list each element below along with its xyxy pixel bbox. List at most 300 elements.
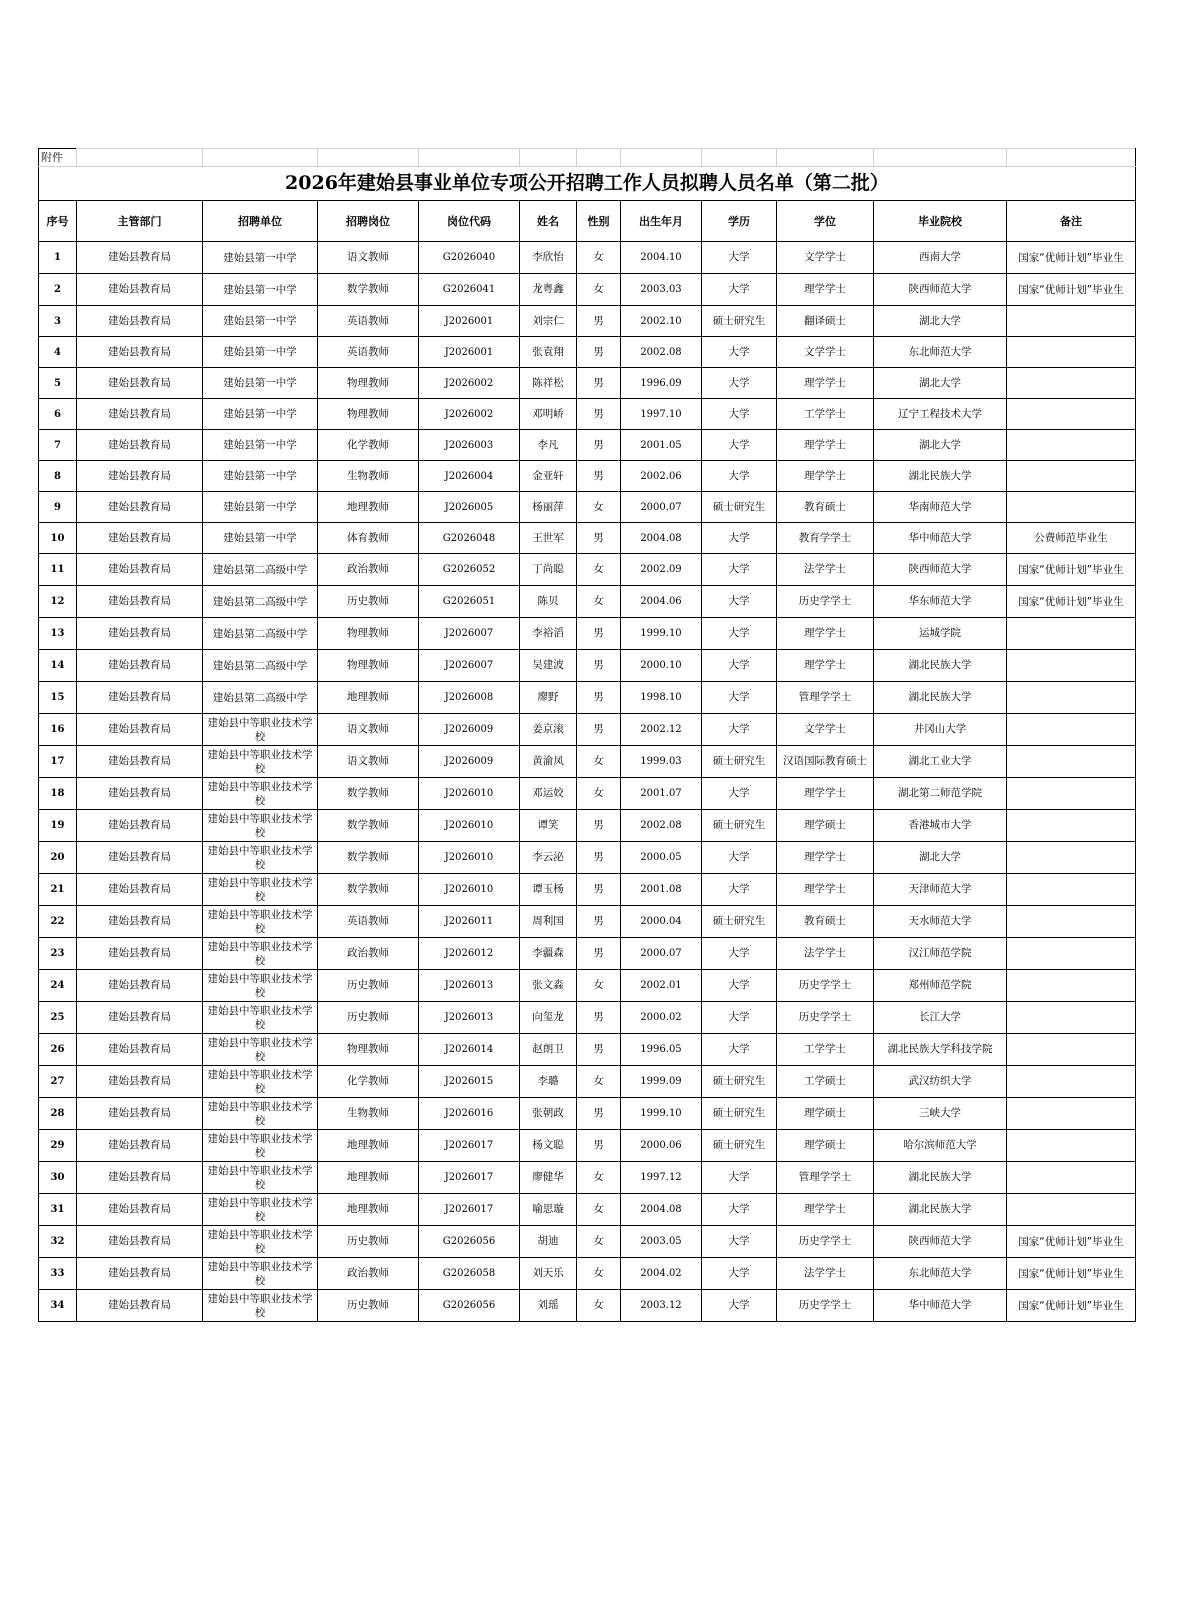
birth-date-cell: 2000.04 <box>621 906 702 938</box>
employer-cell: 建始县中等职业技术学校 <box>203 1066 318 1098</box>
education-cell: 大学 <box>702 1194 777 1226</box>
position-code-cell: J2026008 <box>419 682 520 714</box>
education-cell: 大学 <box>702 874 777 906</box>
row-number: 20 <box>39 842 77 874</box>
gender-cell: 男 <box>577 618 621 650</box>
remark-cell <box>1007 1066 1136 1098</box>
row-number: 2 <box>39 274 77 306</box>
school-cell: 天水师范大学 <box>874 906 1007 938</box>
name-cell: 廖健华 <box>520 1162 577 1194</box>
employer-cell: 建始县中等职业技术学校 <box>203 1130 318 1162</box>
employer-cell: 建始县中等职业技术学校 <box>203 1002 318 1034</box>
degree-cell: 理学学士 <box>777 618 874 650</box>
employer-cell: 建始县中等职业技术学校 <box>203 874 318 906</box>
department-cell: 建始县教育局 <box>77 778 203 810</box>
position-cell: 英语教师 <box>318 906 419 938</box>
degree-cell: 工学学士 <box>777 1034 874 1066</box>
birth-date-cell: 2003.03 <box>621 274 702 306</box>
school-cell: 陕西师范大学 <box>874 1226 1007 1258</box>
name-cell: 杨文聪 <box>520 1130 577 1162</box>
employer-cell: 建始县中等职业技术学校 <box>203 1226 318 1258</box>
position-cell: 政治教师 <box>318 554 419 586</box>
gender-cell: 男 <box>577 842 621 874</box>
gender-cell: 男 <box>577 1130 621 1162</box>
gender-cell: 女 <box>577 970 621 1002</box>
position-code-cell: J2026011 <box>419 906 520 938</box>
department-cell: 建始县教育局 <box>77 368 203 399</box>
header-cell: 出生年月 <box>621 201 702 242</box>
header-cell: 岗位代码 <box>419 201 520 242</box>
position-cell: 生物教师 <box>318 461 419 492</box>
table-row <box>39 242 1136 274</box>
row-number: 33 <box>39 1258 77 1290</box>
row-number: 15 <box>39 682 77 714</box>
birth-date-cell: 1999.10 <box>621 1098 702 1130</box>
school-cell: 湖北工业大学 <box>874 746 1007 778</box>
row-number: 34 <box>39 1290 77 1322</box>
degree-cell: 法学学士 <box>777 1258 874 1290</box>
degree-cell: 历史学学士 <box>777 586 874 618</box>
birth-date-cell: 2003.12 <box>621 1290 702 1322</box>
position-cell: 数学教师 <box>318 842 419 874</box>
table-row <box>39 650 1136 682</box>
birth-date-cell: 2002.09 <box>621 554 702 586</box>
birth-date-cell: 1996.09 <box>621 368 702 399</box>
employer-cell: 建始县中等职业技术学校 <box>203 1098 318 1130</box>
table-row <box>39 906 1136 938</box>
header-cell: 序号 <box>39 201 77 242</box>
degree-cell: 教育硕士 <box>777 492 874 523</box>
birth-date-cell: 1997.10 <box>621 399 702 430</box>
gender-cell: 女 <box>577 586 621 618</box>
name-cell: 刘天乐 <box>520 1258 577 1290</box>
remark-cell <box>1007 714 1136 746</box>
remark-cell <box>1007 1130 1136 1162</box>
gender-cell: 男 <box>577 810 621 842</box>
education-cell: 大学 <box>702 554 777 586</box>
table-row <box>39 586 1136 618</box>
gender-cell: 男 <box>577 682 621 714</box>
department-cell: 建始县教育局 <box>77 874 203 906</box>
position-cell: 化学教师 <box>318 430 419 461</box>
gender-cell: 男 <box>577 399 621 430</box>
table-row <box>39 274 1136 306</box>
row-number: 7 <box>39 430 77 461</box>
department-cell: 建始县教育局 <box>77 1002 203 1034</box>
position-cell: 语文教师 <box>318 242 419 274</box>
remark-cell <box>1007 461 1136 492</box>
position-code-cell: G2026052 <box>419 554 520 586</box>
row-number: 19 <box>39 810 77 842</box>
department-cell: 建始县教育局 <box>77 906 203 938</box>
table-row <box>39 682 1136 714</box>
header-cell: 姓名 <box>520 201 577 242</box>
employer-cell: 建始县第二高级中学 <box>203 618 318 650</box>
table-row <box>39 554 1136 586</box>
name-cell: 姜京滚 <box>520 714 577 746</box>
birth-date-cell: 2003.05 <box>621 1226 702 1258</box>
table-row <box>39 746 1136 778</box>
employer-cell: 建始县第一中学 <box>203 399 318 430</box>
name-cell: 金亚轩 <box>520 461 577 492</box>
remark-cell <box>1007 306 1136 337</box>
employer-cell: 建始县第一中学 <box>203 368 318 399</box>
position-cell: 历史教师 <box>318 1290 419 1322</box>
name-cell: 谭笑 <box>520 810 577 842</box>
name-cell: 邓运姣 <box>520 778 577 810</box>
row-number: 9 <box>39 492 77 523</box>
department-cell: 建始县教育局 <box>77 1194 203 1226</box>
school-cell: 辽宁工程技术大学 <box>874 399 1007 430</box>
row-number: 29 <box>39 1130 77 1162</box>
school-cell: 天津师范大学 <box>874 874 1007 906</box>
birth-date-cell: 2001.05 <box>621 430 702 461</box>
birth-date-cell: 2000.05 <box>621 842 702 874</box>
school-cell: 井冈山大学 <box>874 714 1007 746</box>
position-cell: 物理教师 <box>318 399 419 430</box>
employer-cell: 建始县第二高级中学 <box>203 554 318 586</box>
gender-cell: 男 <box>577 1002 621 1034</box>
education-cell: 大学 <box>702 1002 777 1034</box>
position-cell: 数学教师 <box>318 810 419 842</box>
degree-cell: 文学学士 <box>777 337 874 368</box>
remark-cell <box>1007 1162 1136 1194</box>
education-cell: 大学 <box>702 714 777 746</box>
education-cell: 大学 <box>702 1162 777 1194</box>
table-row <box>39 461 1136 492</box>
department-cell: 建始县教育局 <box>77 938 203 970</box>
position-cell: 英语教师 <box>318 337 419 368</box>
name-cell: 黄渝凤 <box>520 746 577 778</box>
position-cell: 体育教师 <box>318 523 419 554</box>
row-number: 26 <box>39 1034 77 1066</box>
position-cell: 物理教师 <box>318 650 419 682</box>
position-cell: 历史教师 <box>318 1002 419 1034</box>
school-cell: 湖北大学 <box>874 842 1007 874</box>
department-cell: 建始县教育局 <box>77 586 203 618</box>
name-cell: 李裕滔 <box>520 618 577 650</box>
birth-date-cell: 2000.02 <box>621 1002 702 1034</box>
degree-cell: 理学学士 <box>777 778 874 810</box>
position-code-cell: J2026009 <box>419 714 520 746</box>
gender-cell: 女 <box>577 1226 621 1258</box>
personnel-table <box>38 148 1136 1322</box>
remark-cell <box>1007 1194 1136 1226</box>
title-row <box>39 167 1136 201</box>
row-number: 22 <box>39 906 77 938</box>
education-cell: 大学 <box>702 842 777 874</box>
name-cell: 向玺龙 <box>520 1002 577 1034</box>
position-cell: 数学教师 <box>318 778 419 810</box>
row-number: 28 <box>39 1098 77 1130</box>
table-row <box>39 842 1136 874</box>
school-cell: 湖北民族大学 <box>874 461 1007 492</box>
position-code-cell: J2026015 <box>419 1066 520 1098</box>
table-row <box>39 1162 1136 1194</box>
name-cell: 龙粤鑫 <box>520 274 577 306</box>
birth-date-cell: 2004.08 <box>621 1194 702 1226</box>
name-cell: 喻思璇 <box>520 1194 577 1226</box>
remark-cell <box>1007 746 1136 778</box>
table-row <box>39 810 1136 842</box>
department-cell: 建始县教育局 <box>77 970 203 1002</box>
remark-cell <box>1007 874 1136 906</box>
header-cell: 学历 <box>702 201 777 242</box>
position-code-cell: J2026013 <box>419 970 520 1002</box>
school-cell: 哈尔滨师范大学 <box>874 1130 1007 1162</box>
gender-cell: 女 <box>577 554 621 586</box>
name-cell: 邓明峤 <box>520 399 577 430</box>
birth-date-cell: 2000.10 <box>621 650 702 682</box>
table-row <box>39 778 1136 810</box>
name-cell: 李疆森 <box>520 938 577 970</box>
row-number: 18 <box>39 778 77 810</box>
school-cell: 湖北民族大学科技学院 <box>874 1034 1007 1066</box>
employer-cell: 建始县中等职业技术学校 <box>203 970 318 1002</box>
degree-cell: 翻译硕士 <box>777 306 874 337</box>
row-number: 24 <box>39 970 77 1002</box>
degree-cell: 理学学士 <box>777 1194 874 1226</box>
gender-cell: 男 <box>577 337 621 368</box>
position-code-cell: J2026004 <box>419 461 520 492</box>
remark-cell <box>1007 368 1136 399</box>
position-code-cell: J2026010 <box>419 778 520 810</box>
table-row <box>39 1098 1136 1130</box>
degree-cell: 管理学学士 <box>777 1162 874 1194</box>
degree-cell: 历史学学士 <box>777 1290 874 1322</box>
degree-cell: 历史学学士 <box>777 1226 874 1258</box>
remark-cell <box>1007 810 1136 842</box>
row-number: 13 <box>39 618 77 650</box>
education-cell: 硕士研究生 <box>702 1130 777 1162</box>
education-cell: 硕士研究生 <box>702 306 777 337</box>
row-number: 12 <box>39 586 77 618</box>
position-cell: 政治教师 <box>318 1258 419 1290</box>
position-cell: 物理教师 <box>318 368 419 399</box>
department-cell: 建始县教育局 <box>77 1162 203 1194</box>
name-cell: 刘瑶 <box>520 1290 577 1322</box>
degree-cell: 理学硕士 <box>777 1130 874 1162</box>
employer-cell: 建始县中等职业技术学校 <box>203 1258 318 1290</box>
school-cell: 湖北大学 <box>874 430 1007 461</box>
position-cell: 语文教师 <box>318 714 419 746</box>
position-code-cell: J2026017 <box>419 1162 520 1194</box>
position-cell: 地理教师 <box>318 1162 419 1194</box>
degree-cell: 历史学学士 <box>777 1002 874 1034</box>
remark-cell <box>1007 970 1136 1002</box>
name-cell: 杨丽萍 <box>520 492 577 523</box>
header-cell: 招聘单位 <box>203 201 318 242</box>
position-cell: 物理教师 <box>318 618 419 650</box>
table-row <box>39 1066 1136 1098</box>
degree-cell: 理学硕士 <box>777 810 874 842</box>
position-code-cell: G2026041 <box>419 274 520 306</box>
gender-cell: 男 <box>577 650 621 682</box>
table-row <box>39 1002 1136 1034</box>
row-number: 11 <box>39 554 77 586</box>
name-cell: 陈贝 <box>520 586 577 618</box>
position-code-cell: J2026010 <box>419 874 520 906</box>
department-cell: 建始县教育局 <box>77 523 203 554</box>
position-code-cell: J2026002 <box>419 368 520 399</box>
employer-cell: 建始县第一中学 <box>203 337 318 368</box>
remark-cell <box>1007 906 1136 938</box>
name-cell: 张朝政 <box>520 1098 577 1130</box>
employer-cell: 建始县第一中学 <box>203 492 318 523</box>
education-cell: 大学 <box>702 399 777 430</box>
name-cell: 丁尚聪 <box>520 554 577 586</box>
remark-cell: 国家“优师计划”毕业生 <box>1007 1226 1136 1258</box>
gender-cell: 男 <box>577 1034 621 1066</box>
degree-cell: 文学学士 <box>777 242 874 274</box>
gender-cell: 男 <box>577 938 621 970</box>
position-code-cell: J2026003 <box>419 430 520 461</box>
table-row <box>39 1226 1136 1258</box>
remark-cell <box>1007 938 1136 970</box>
position-cell: 历史教师 <box>318 1226 419 1258</box>
school-cell: 运城学院 <box>874 618 1007 650</box>
gender-cell: 女 <box>577 242 621 274</box>
row-number: 6 <box>39 399 77 430</box>
employer-cell: 建始县中等职业技术学校 <box>203 1290 318 1322</box>
name-cell: 王世军 <box>520 523 577 554</box>
education-cell: 硕士研究生 <box>702 746 777 778</box>
position-cell: 历史教师 <box>318 970 419 1002</box>
remark-cell <box>1007 1034 1136 1066</box>
header-row <box>39 201 1136 242</box>
name-cell: 廖野 <box>520 682 577 714</box>
header-cell: 性别 <box>577 201 621 242</box>
degree-cell: 教育硕士 <box>777 906 874 938</box>
position-cell: 化学教师 <box>318 1066 419 1098</box>
remark-cell <box>1007 492 1136 523</box>
row-number: 3 <box>39 306 77 337</box>
department-cell: 建始县教育局 <box>77 399 203 430</box>
position-code-cell: G2026058 <box>419 1258 520 1290</box>
education-cell: 大学 <box>702 1034 777 1066</box>
education-cell: 大学 <box>702 618 777 650</box>
department-cell: 建始县教育局 <box>77 682 203 714</box>
row-number: 14 <box>39 650 77 682</box>
table-row <box>39 874 1136 906</box>
education-cell: 大学 <box>702 461 777 492</box>
school-cell: 湖北大学 <box>874 306 1007 337</box>
position-code-cell: G2026056 <box>419 1226 520 1258</box>
birth-date-cell: 2002.08 <box>621 810 702 842</box>
table-row <box>39 430 1136 461</box>
attachment-row <box>39 149 1136 167</box>
position-cell: 英语教师 <box>318 306 419 337</box>
birth-date-cell: 2004.06 <box>621 586 702 618</box>
row-number: 23 <box>39 938 77 970</box>
birth-date-cell: 2002.06 <box>621 461 702 492</box>
department-cell: 建始县教育局 <box>77 1066 203 1098</box>
birth-date-cell: 2002.08 <box>621 337 702 368</box>
department-cell: 建始县教育局 <box>77 650 203 682</box>
birth-date-cell: 1998.10 <box>621 682 702 714</box>
name-cell: 李璐 <box>520 1066 577 1098</box>
table-row <box>39 970 1136 1002</box>
position-code-cell: G2026051 <box>419 586 520 618</box>
birth-date-cell: 1997.12 <box>621 1162 702 1194</box>
employer-cell: 建始县中等职业技术学校 <box>203 714 318 746</box>
degree-cell: 理学学士 <box>777 650 874 682</box>
remark-cell <box>1007 337 1136 368</box>
attachment-label: 附件 <box>39 149 77 167</box>
position-code-cell: J2026016 <box>419 1098 520 1130</box>
employer-cell: 建始县第一中学 <box>203 306 318 337</box>
department-cell: 建始县教育局 <box>77 274 203 306</box>
position-code-cell: J2026007 <box>419 650 520 682</box>
school-cell: 长江大学 <box>874 1002 1007 1034</box>
degree-cell: 文学学士 <box>777 714 874 746</box>
school-cell: 汉江师范学院 <box>874 938 1007 970</box>
position-cell: 地理教师 <box>318 492 419 523</box>
school-cell: 华中师范大学 <box>874 523 1007 554</box>
gender-cell: 女 <box>577 1066 621 1098</box>
school-cell: 华中师范大学 <box>874 1290 1007 1322</box>
table-row <box>39 306 1136 337</box>
table-row <box>39 1194 1136 1226</box>
employer-cell: 建始县第一中学 <box>203 461 318 492</box>
department-cell: 建始县教育局 <box>77 618 203 650</box>
position-cell: 生物教师 <box>318 1098 419 1130</box>
remark-cell: 国家“优师计划”毕业生 <box>1007 242 1136 274</box>
remark-cell: 国家“优师计划”毕业生 <box>1007 1290 1136 1322</box>
school-cell: 华东师范大学 <box>874 586 1007 618</box>
page-title: 2026年建始县事业单位专项公开招聘工作人员拟聘人员名单（第二批） <box>39 167 1136 201</box>
row-number: 5 <box>39 368 77 399</box>
school-cell: 陕西师范大学 <box>874 554 1007 586</box>
position-code-cell: J2026002 <box>419 399 520 430</box>
name-cell: 谭玉杨 <box>520 874 577 906</box>
department-cell: 建始县教育局 <box>77 714 203 746</box>
name-cell: 李云泌 <box>520 842 577 874</box>
header-cell: 招聘岗位 <box>318 201 419 242</box>
gender-cell: 男 <box>577 714 621 746</box>
position-cell: 数学教师 <box>318 274 419 306</box>
position-code-cell: J2026009 <box>419 746 520 778</box>
position-code-cell: J2026005 <box>419 492 520 523</box>
row-number: 1 <box>39 242 77 274</box>
remark-cell: 国家“优师计划”毕业生 <box>1007 274 1136 306</box>
department-cell: 建始县教育局 <box>77 810 203 842</box>
position-cell: 地理教师 <box>318 1130 419 1162</box>
employer-cell: 建始县第二高级中学 <box>203 682 318 714</box>
school-cell: 湖北大学 <box>874 368 1007 399</box>
degree-cell: 理学学士 <box>777 274 874 306</box>
degree-cell: 管理学学士 <box>777 682 874 714</box>
table-row <box>39 399 1136 430</box>
department-cell: 建始县教育局 <box>77 1098 203 1130</box>
remark-cell: 国家“优师计划”毕业生 <box>1007 1258 1136 1290</box>
school-cell: 郑州师范学院 <box>874 970 1007 1002</box>
department-cell: 建始县教育局 <box>77 1130 203 1162</box>
birth-date-cell: 2002.01 <box>621 970 702 1002</box>
header-cell: 备注 <box>1007 201 1136 242</box>
position-cell: 数学教师 <box>318 874 419 906</box>
birth-date-cell: 2000.07 <box>621 492 702 523</box>
education-cell: 大学 <box>702 650 777 682</box>
department-cell: 建始县教育局 <box>77 337 203 368</box>
table-row <box>39 492 1136 523</box>
education-cell: 大学 <box>702 682 777 714</box>
employer-cell: 建始县第一中学 <box>203 523 318 554</box>
table-row <box>39 523 1136 554</box>
birth-date-cell: 1999.09 <box>621 1066 702 1098</box>
employer-cell: 建始县中等职业技术学校 <box>203 1194 318 1226</box>
birth-date-cell: 2001.08 <box>621 874 702 906</box>
